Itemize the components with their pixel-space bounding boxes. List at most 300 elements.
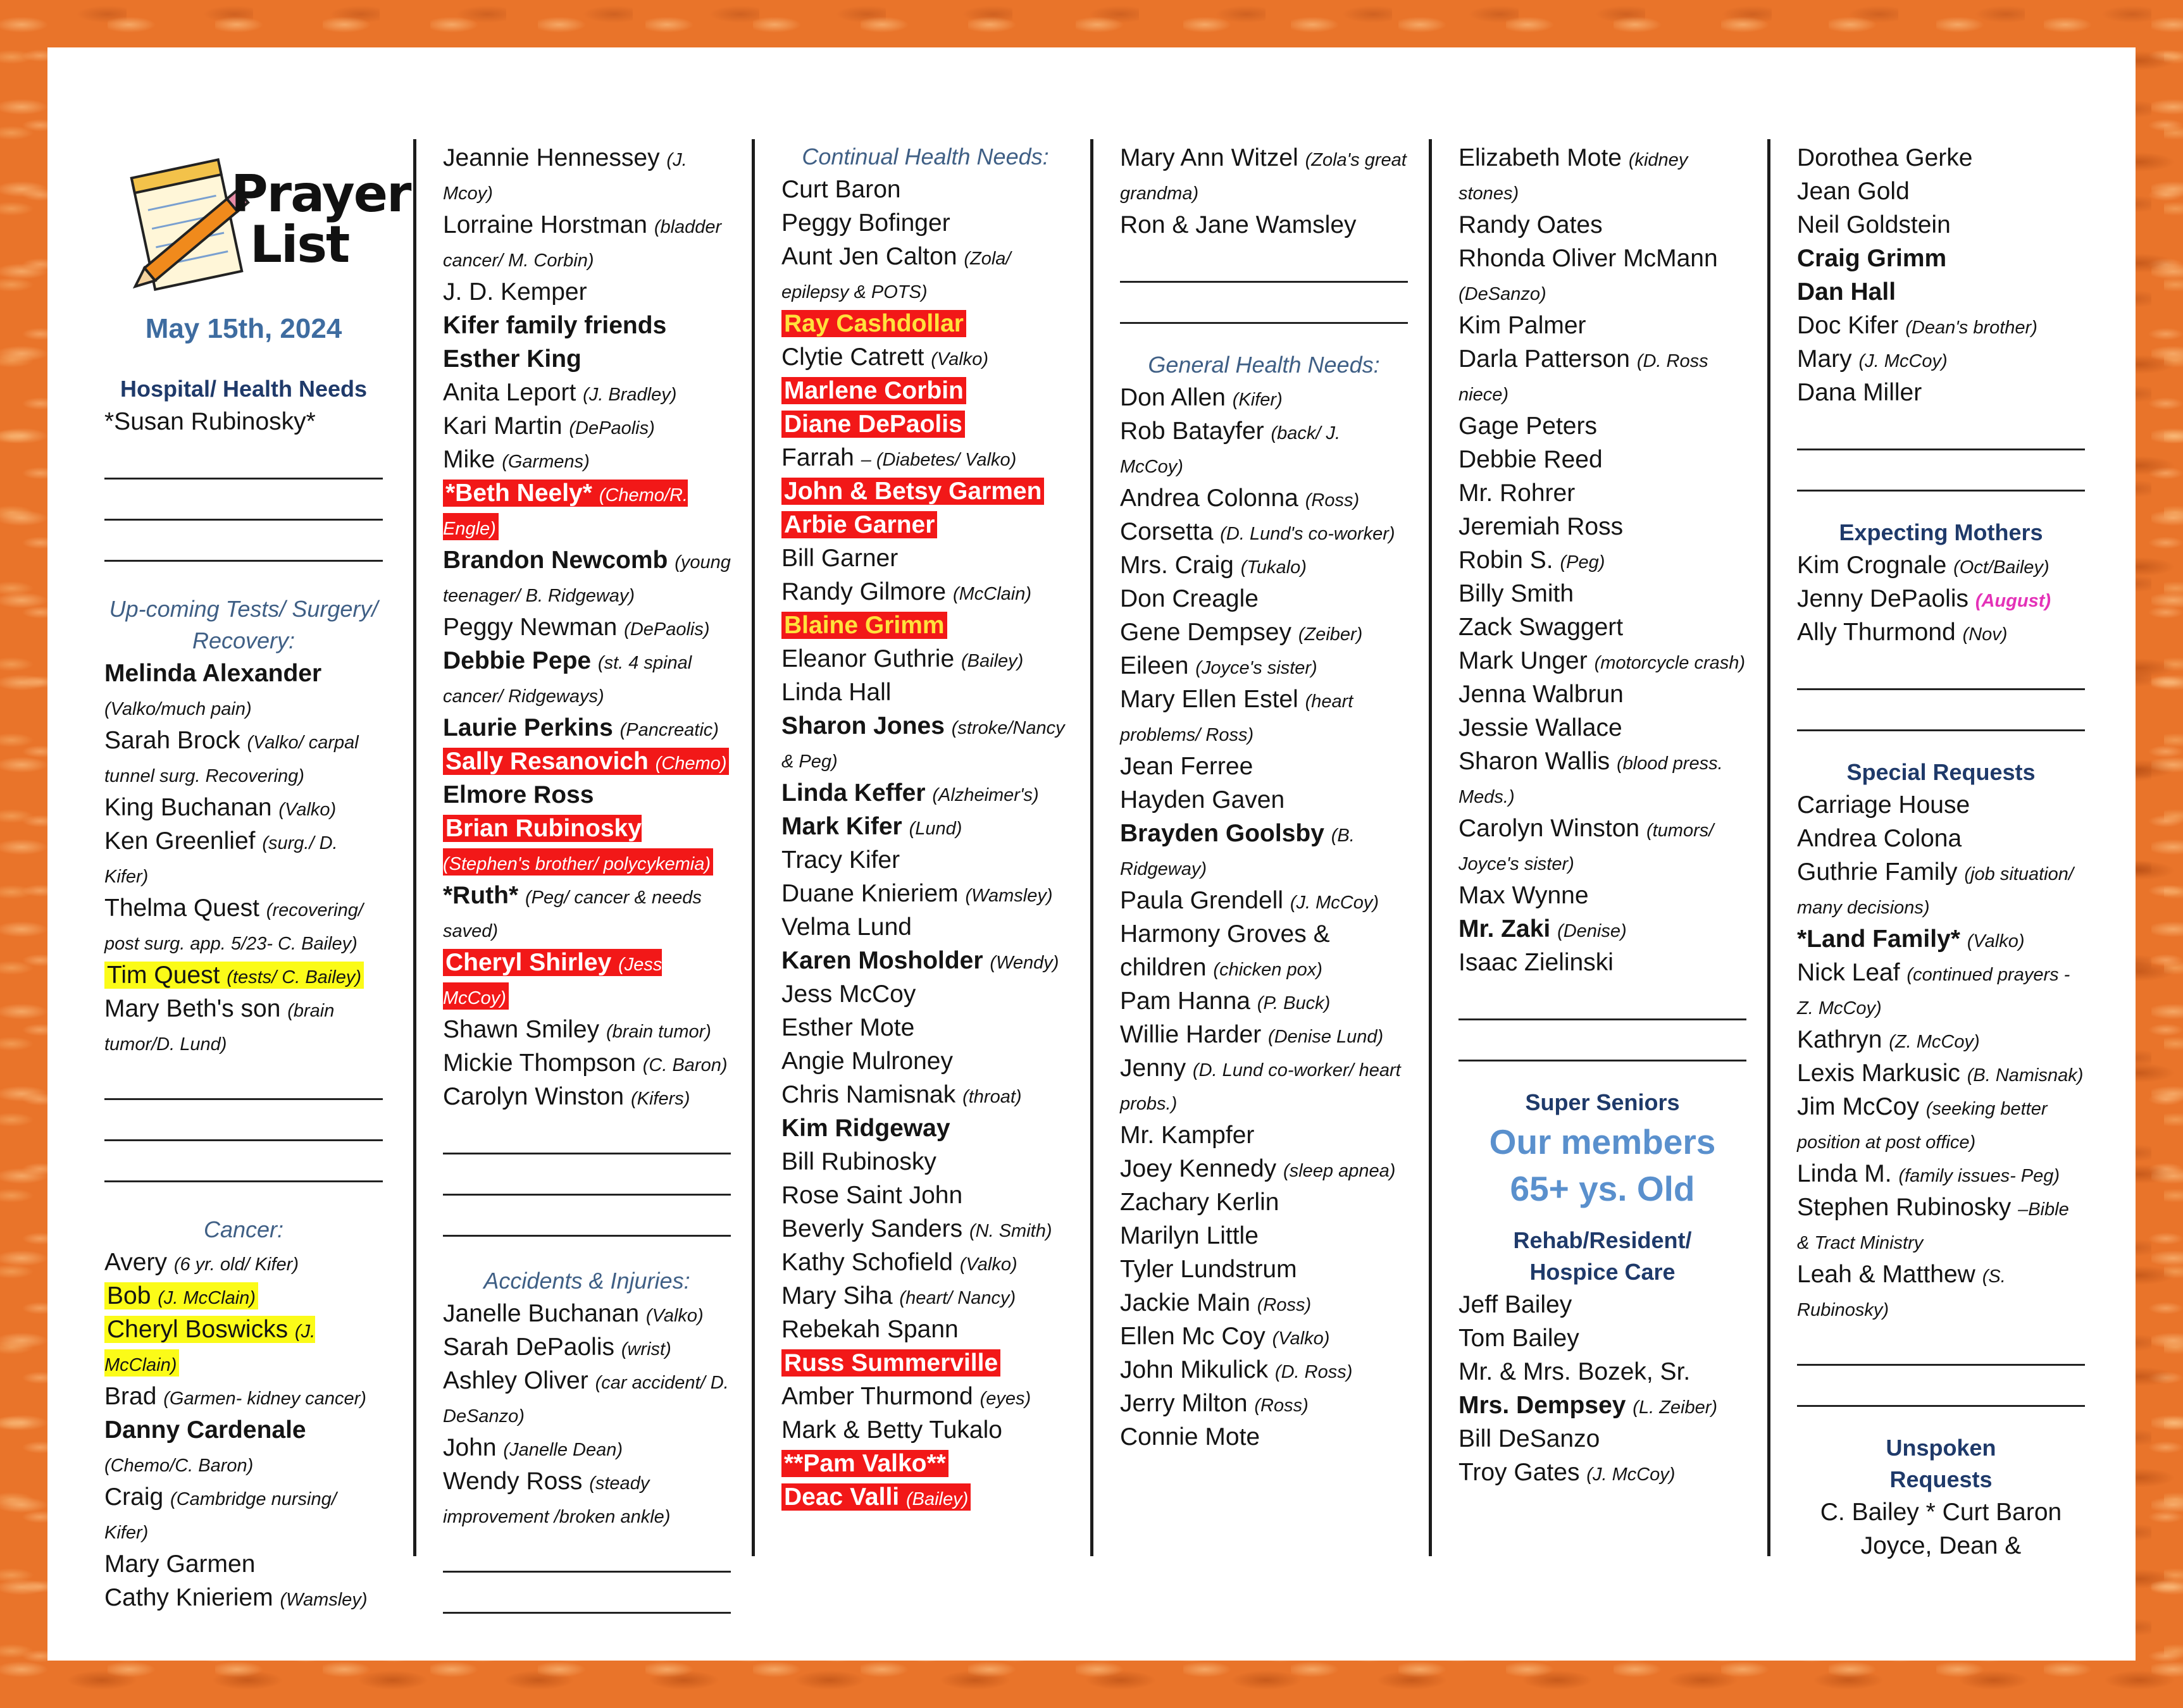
prayer-entry-craig-grimm [1797,242,2085,275]
entry-name: John & Betsy Garmen [784,478,1042,505]
entry-name: Clytie Catrett [781,343,924,371]
entry-name: Jean Ferree [1120,753,1253,780]
entry-name: Carriage House [1797,791,1970,819]
blank-line [443,1532,731,1573]
prayer-entry-karen-mosholder [781,944,1069,977]
entry-name: Wendy Ross [443,1468,583,1495]
entry-name: Jeannie Hennessey [443,144,660,171]
rehab-header-2: Hospice Care [1529,1259,1676,1285]
prayer-entry-doc-kifer [1797,309,2085,342]
entry-highlight [781,478,1044,505]
prayer-entry-deac-valli [781,1480,1069,1514]
prayer-entry-thelma-quest [104,891,383,958]
prayer-entry-sarah-brock [104,724,383,791]
blank-line [1458,979,1746,1020]
prayer-entry-melinda-alexander [104,657,383,724]
entry-highlight [443,714,719,741]
prayer-entry-bill-rubinosky [781,1145,1069,1179]
entry-name: Kathy Schofield [781,1249,954,1276]
entry-highlight [1120,1189,1279,1216]
entry-highlight [443,748,729,775]
entry-highlight [443,547,731,607]
prayer-entry-kari-martin [443,409,731,443]
entry-name: Cathy Knieriem [104,1584,273,1611]
entry-highlight [443,1300,704,1327]
prayer-entry-leah-matthew [1797,1258,2085,1325]
entry-name: Mrs. Dempsey [1458,1392,1626,1419]
entry-highlight [781,1316,959,1343]
entry-note: (Valko) [959,1254,1017,1275]
column-1 [104,310,383,1614]
entry-note: (Denise) [1557,921,1627,941]
entry-name: Rob Batayfer [1120,418,1264,445]
rehab-list-continued [1797,141,2085,409]
entry-name: Elizabeth Mote [1458,144,1622,171]
entry-highlight [1797,1194,2069,1254]
entry-note: (J. Bradley) [583,385,677,405]
entry-highlight [104,1483,337,1544]
prayer-entry-mary-garmen [104,1547,383,1581]
entry-note: (Ross) [1254,1395,1309,1416]
entry-highlight [1797,1261,2006,1321]
entry-note: (Valko/much pain) [104,699,252,719]
entry-highlight [781,1148,936,1175]
super-seniors-line-1: Our members [1489,1122,1716,1161]
prayer-entry-j-d-kemper [443,275,731,309]
entry-highlight [781,1249,1017,1276]
prayer-entry-cheryl-boswicks [104,1313,383,1380]
prayer-entry-eileen [1120,649,1408,683]
prayer-entry-brad [104,1380,383,1413]
entry-name: Jenna Walbrun [1458,681,1624,708]
entry-highlight [1120,144,1407,205]
prayer-entry-gage-peters [1458,409,1746,443]
entry-note: (Pancreatic) [619,720,719,740]
prayer-entry-harmony-groves-children [1120,917,1408,984]
prayer-entry-mary-siha [781,1279,1069,1313]
entry-name: Debbie Pepe [443,647,592,674]
general-list-continued [1458,141,1746,979]
entry-name: Marilyn Little [1120,1222,1259,1249]
entry-name: Tom Bailey [1458,1325,1579,1352]
entry-highlight [1458,681,1624,708]
entry-name: Gage Peters [1458,412,1597,440]
entry-name: Nick Leaf [1797,959,1900,986]
entry-name: Robin S. [1458,547,1553,574]
entry-note: (Zeiber) [1298,624,1363,645]
entry-name: Janelle Buchanan [443,1300,640,1327]
prayer-entry-craig [104,1480,383,1547]
entry-name: Kari Martin [443,412,563,440]
entry-name: Anita Leport [443,379,576,406]
blank-line [104,1100,383,1141]
column-4 [1120,141,1408,1454]
entry-highlight [781,1483,971,1511]
entry-name: Dan Hall [1797,278,1896,306]
entry-highlight [1458,1325,1579,1352]
blank-line [443,1196,731,1237]
entry-highlight [1797,1093,2048,1154]
prayer-entry-mike [443,443,731,476]
entry-highlight [1120,1390,1309,1417]
prayer-entry-isaac-zielinski [1458,946,1746,979]
prayer-entry-ashley-oliver [443,1364,731,1431]
health-list-continued [443,141,731,1113]
entry-highlight [1458,446,1603,473]
entry-note: –Bible & Tract Ministry [1797,1199,2069,1253]
prayer-entry-elizabeth-mote [1458,141,1746,208]
entry-name: Linda Keffer [781,779,926,807]
entry-note: (DeSanzo) [1458,284,1546,304]
column-divider [1429,139,1432,1556]
entry-highlight [1797,379,1922,406]
entry-highlight [781,411,965,438]
prayer-entry-rose-saint-john [781,1179,1069,1212]
continual-list [781,173,1069,1514]
entry-name: Bob [107,1282,151,1309]
entry-highlight [781,813,962,840]
entry-note: (D. Ross niece) [1458,351,1708,405]
entry-name: Pam Hanna [1120,987,1250,1015]
entry-highlight [1797,552,2049,579]
prayer-entry-jenna-walbrun [1458,678,1746,711]
prayer-entry-brandon-newcomb [443,543,731,610]
prayer-entry-willie-harder [1120,1018,1408,1051]
prayer-entry-esther-king [443,342,731,376]
prayer-entry-janelle-buchanan [443,1297,731,1330]
entry-note: (recovering/ post surg. app. 5/23- C. Bailey) [104,900,363,954]
entry-name: Bill DeSanzo [1458,1425,1600,1452]
entry-name: Isaac Zielinski [1458,949,1614,976]
entry-highlight [104,727,359,788]
prayer-entry-mr-kampfer [1120,1118,1408,1152]
entry-name: Russ Summerville [784,1349,998,1377]
entry-name: Don Allen [1120,384,1226,411]
entry-highlight [1797,925,2025,953]
prayer-entry-mary-beth-s-son [104,992,383,1059]
entry-name: Diane DePaolis [784,411,962,438]
entry-highlight [443,1334,671,1361]
prayer-entry-amber-thurmond [781,1380,1069,1413]
entry-highlight [781,545,898,572]
prayer-entry-hayden-gaven [1120,783,1408,817]
prayer-entry-danny-cardenale [104,1413,383,1480]
entry-name: *Ruth* [443,882,519,909]
prayer-entry-tracy-kifer [781,843,1069,877]
entry-highlight [1458,412,1597,440]
entry-name: Jess McCoy [781,981,916,1008]
entry-name: Dana Miller [1797,379,1922,406]
entry-name: Gene Dempsey [1120,619,1291,646]
entry-highlight [104,1550,255,1578]
entry-highlight [1120,1256,1297,1283]
prayer-entry-beth-neely [443,476,731,543]
expecting-list [1797,548,2085,649]
entry-name: Linda M. [1797,1160,1892,1187]
prayer-entry-dana-miller [1797,376,2085,409]
blank-line [1458,1020,1746,1061]
prayer-entry-jean-gold [1797,175,2085,208]
prayer-entry-bill-desanzo [1458,1422,1746,1456]
entry-note: (steady improvement /broken ankle) [443,1473,671,1527]
entry-name: Jean Gold [1797,178,1910,205]
prayer-entry-lexis-markusic [1797,1056,2085,1090]
entry-highlight [104,894,363,955]
entry-name: Mike [443,446,495,473]
entry-highlight [781,1282,1016,1309]
blank-line [1797,409,2085,450]
entry-note: (Ross) [1305,490,1360,511]
prayer-entry-arbie-garner [781,508,1069,541]
entry-name: Sarah DePaolis [443,1334,614,1361]
entry-note: (N. Smith) [969,1221,1052,1241]
entry-name: Carolyn Winston [443,1083,625,1110]
entry-highlight [1458,1358,1690,1385]
entry-note: (bladder cancer/ M. Corbin) [443,217,722,271]
prayer-entry-corsetta [1120,515,1408,548]
entry-name: Danny Cardenale [104,1416,306,1444]
entry-note: (Valko) [931,349,989,369]
blank-line [104,438,383,480]
entry-highlight [104,827,338,888]
entry-note: (Zola's great grandma) [1120,150,1407,204]
entry-name: Peggy Bofinger [781,209,950,237]
entry-highlight [1797,858,2074,919]
entry-highlight [443,379,676,406]
prayer-entry-tim-quest [104,958,383,992]
blank-line [1120,242,1408,283]
prayer-list-logo [117,142,411,307]
prayer-entry-jenny-depaolis [1797,582,2085,616]
entry-note: (blood press. Meds.) [1458,753,1723,807]
prayer-entry-pam-valko [781,1447,1069,1480]
entry-name: Esther Mote [781,1014,915,1041]
entry-note: (eyes) [980,1389,1031,1409]
prayer-entry-mark-unger [1458,644,1746,678]
entry-note: (B. Ridgeway) [1120,826,1355,879]
hospital-list [104,405,383,438]
entry-note: (job situation/ many decisions) [1797,864,2074,918]
entry-name: Debbie Reed [1458,446,1603,473]
entry-note: (st. 4 spinal cancer/ Ridgeways) [443,653,692,707]
entry-note: (Peg/ cancer & needs saved) [443,888,702,941]
prayer-entry-ken-greenlief [104,824,383,891]
accidents-header: Accidents & Injuries: [483,1268,690,1294]
entry-note: (B. Namisnak) [1967,1065,2084,1086]
entry-note: (car accident/ D. DeSanzo) [443,1373,729,1426]
prayer-entry-marlene-corbin [781,374,1069,407]
entry-name: Billy Smith [1458,580,1574,607]
entry-note: (Joyce's sister) [1195,658,1317,678]
prayer-entry-clytie-catrett [781,340,1069,374]
entry-name: Melinda Alexander [104,660,322,687]
entry-name: Blaine Grimm [784,612,945,639]
prayer-entry-andrea-colonna [1120,481,1408,515]
prayer-list-page [47,47,2136,1661]
entry-highlight [443,1434,623,1461]
entry-note: (Garmen- kidney cancer) [163,1389,366,1409]
entry-note: (P. Buck) [1257,993,1331,1013]
entry-name: Cheryl Shirley [445,949,612,976]
entry-highlight [1797,619,2007,646]
entry-name: Mary Ann Witzel [1120,144,1298,171]
prayer-entry-nick-leaf [1797,956,2085,1023]
entry-name: John [443,1434,497,1461]
entry-note: (motorcycle crash) [1594,653,1746,673]
entry-note: (McClain) [952,584,1031,604]
entry-name: Mr. Kampfer [1120,1122,1255,1149]
prayer-entry-zack-swaggert [1458,610,1746,644]
prayer-entry-jessie-wallace [1458,711,1746,745]
entry-highlight [781,1383,1031,1410]
entry-note: (D. Ross) [1274,1362,1353,1382]
entry-highlight [1120,1356,1352,1383]
blank-line [104,1141,383,1182]
entry-name: Mary Beth's son [104,995,281,1022]
prayer-entry-brayden-goolsby [1120,817,1408,884]
entry-name: Mrs. Craig [1120,552,1234,579]
column-divider [752,139,755,1556]
entry-note: (Nov) [1962,624,2008,645]
blank-line [1797,1325,2085,1366]
entry-highlight [443,312,666,339]
blank-line [1797,649,2085,690]
logo-title-1: Prayer [231,164,411,223]
list-date: May 15th, 2024 [145,313,342,344]
prayer-entry-king-buchanan [104,791,383,824]
entry-note: (throat) [962,1087,1022,1107]
entry-note: (Garmens) [502,452,590,472]
entry-highlight [781,343,988,371]
entry-highlight [1120,518,1395,545]
entry-note: (Valko) [278,800,337,820]
entry-name: Mark Unger [1458,647,1588,674]
prayer-entry-lorraine-horstman [443,208,731,275]
column-6 [1797,141,2085,1563]
entry-name: Velma Lund [781,913,912,941]
prayer-entry-pam-hanna [1120,984,1408,1018]
prayer-entry-marilyn-little [1120,1219,1408,1253]
entry-name: Jenny [1120,1055,1186,1082]
entry-name: Eileen [1120,652,1189,679]
special-requests-header: Special Requests [1846,759,2036,785]
entry-name: Mark Kifer [781,813,902,840]
prayer-entry-mr-zaki [1458,912,1746,946]
entry-name: Carolyn Winston [1458,815,1640,842]
entry-note: (kidney stones) [1458,150,1688,204]
entry-note: (sleep apnea) [1283,1161,1396,1181]
entry-name: Brayden Goolsby [1120,820,1324,847]
entry-name: Connie Mote [1120,1423,1260,1451]
cancer-list [104,1246,383,1614]
entry-highlight [104,1584,367,1611]
entry-note: (Z. McCoy) [1889,1032,1980,1052]
entry-name: Kathryn [1797,1026,1882,1053]
entry-highlight [781,578,1031,605]
entry-highlight [443,412,655,440]
entry-note: (family issues- Peg) [1898,1166,2060,1186]
prayer-entry-carolyn-winston [443,1080,731,1113]
entry-name: Zachary Kerlin [1120,1189,1279,1216]
entry-highlight [781,1182,962,1209]
prayer-entry-mickie-thompson [443,1046,731,1080]
entry-highlight [781,913,912,941]
entry-note: (C. Baron) [642,1055,728,1075]
entry-highlight [443,278,587,306]
prayer-entry-cheryl-shirley [443,946,731,1013]
prayer-entry-connie-mote [1120,1420,1408,1454]
prayer-entry-bill-garner [781,541,1069,575]
prayer-entry-rhonda-oliver-mcmann [1458,242,1746,309]
entry-name: Jackie Main [1120,1289,1250,1316]
entry-name: Cheryl Boswicks [107,1316,289,1343]
continual-header: Continual Health Needs: [802,144,1049,170]
entry-name: Andrea Colona [1797,825,1962,852]
entry-highlight [1458,1392,1717,1419]
column-2 [443,141,731,1614]
upcoming-list [104,657,383,1059]
prayer-entry-rob-batayfer [1120,414,1408,481]
entry-highlight [1797,1160,2060,1187]
entry-highlight [781,779,1039,807]
cancer-header: Cancer: [203,1216,284,1242]
entry-highlight [1458,949,1614,976]
prayer-entry-robin-s [1458,543,1746,577]
entry-name: Craig Grimm [1797,245,1947,272]
entry-note: (Kifers) [630,1089,690,1109]
entry-highlight [104,995,334,1056]
entry-highlight [443,1016,711,1043]
entry-highlight [104,1416,306,1477]
prayer-entry-laurie-perkins [443,711,731,745]
prayer-entry-billy-smith [1458,577,1746,610]
entry-highlight [781,310,966,337]
logo-title-2: List [250,215,349,274]
prayer-entry-john-betsy-garmen [781,474,1069,508]
prayer-entry-carriage-house [1797,788,2085,822]
prayer-entry-jerry-milton [1120,1387,1408,1420]
entry-highlight [443,1049,728,1077]
entry-highlight [1797,959,2070,1020]
entry-note: (surg./ D. Kifer) [104,833,338,887]
entry-name: *Beth Neely* [445,480,592,507]
entry-note: (Valko) [645,1306,704,1326]
entry-note: (Denise Lund) [1268,1027,1384,1047]
entry-name: Tracy Kifer [781,846,900,874]
entry-note: (Chemo/C. Baron) [104,1456,254,1476]
entry-highlight [1120,485,1359,512]
entry-note: (D. Lund's co-worker) [1220,524,1395,544]
entry-note: (stroke/Nancy & Peg) [781,718,1065,772]
entry-highlight [104,1383,366,1410]
prayer-entry-velma-lund [781,910,1069,944]
entry-note: (August) [1975,591,2051,611]
column-divider [1767,139,1770,1556]
general-header: General Health Needs: [1148,352,1380,378]
entry-note: (Jess McCoy) [443,955,662,1008]
prayer-entry-kathryn [1797,1023,2085,1056]
prayer-entry-esther-mote [781,1011,1069,1044]
entry-name: Chris Namisnak [781,1081,956,1108]
unspoken-line-1: C. Bailey * Curt Baron [1820,1499,2062,1526]
expecting-header: Expecting Mothers [1839,519,2043,545]
prayer-entry-mr-mrs-bozek-sr [1458,1355,1746,1389]
prayer-entry-jean-ferree [1120,750,1408,783]
entry-name: Sally Resanovich [445,748,649,775]
entry-highlight [1458,714,1622,741]
entry-name: Ray Cashdollar [784,310,964,337]
entry-highlight [781,444,1016,471]
